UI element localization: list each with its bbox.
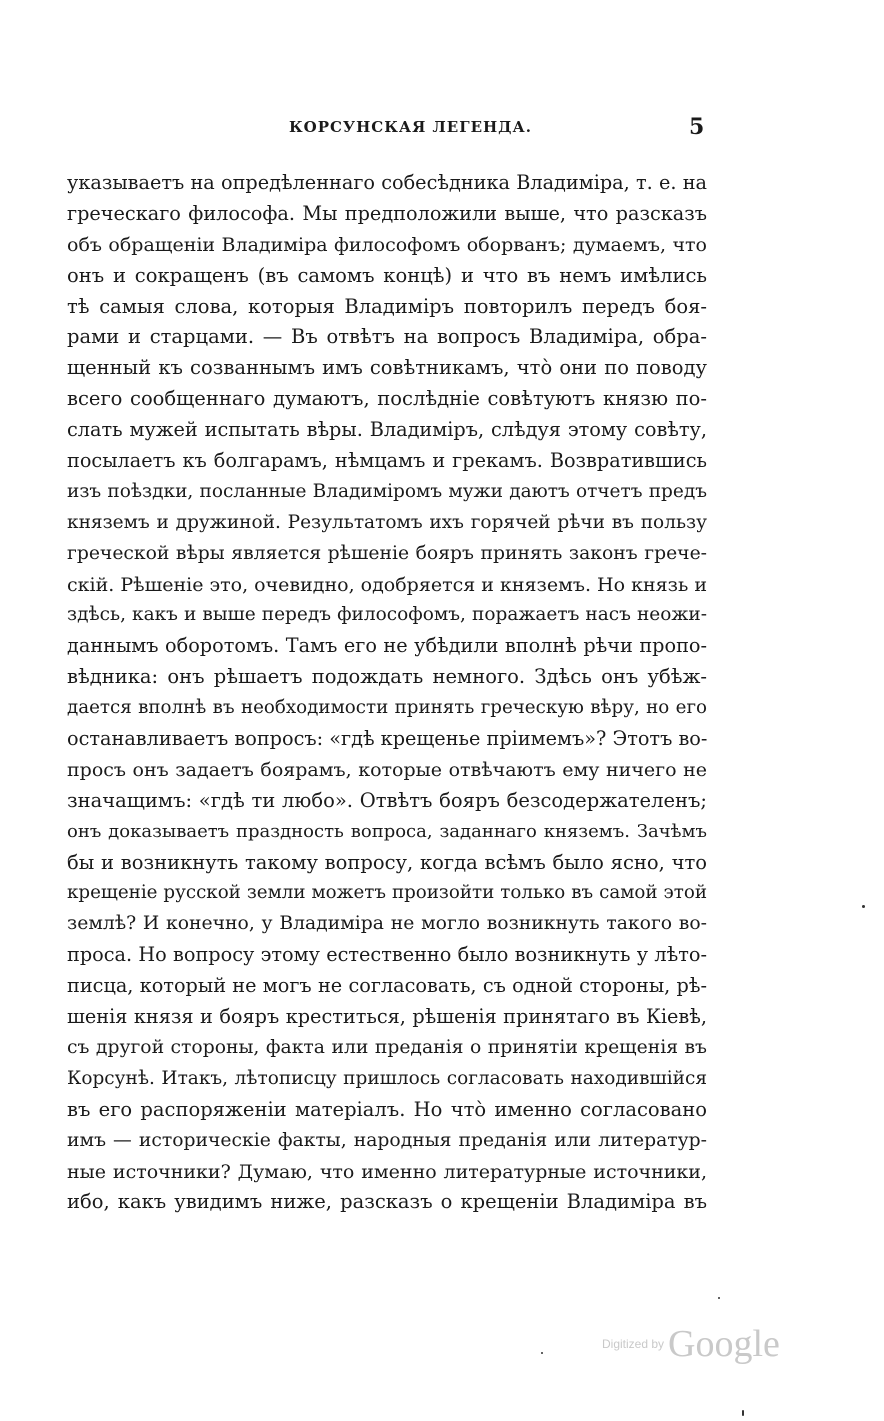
google-logo: Google <box>668 1323 780 1365</box>
text-line: значащимъ: «гдѣ ти любо». Отвѣтъ бояръ безсодержателенъ; <box>67 788 707 812</box>
text-line: онъ доказываетъ праздность вопроса, заданнаго княземъ. Зачѣмъ <box>67 820 707 842</box>
text-line: просъ онъ задаетъ боярамъ, которые отвѣчаютъ ему ничего не <box>67 758 707 781</box>
text-line: слать мужей испытать вѣры. Владиміръ, слѣдуя этому совѣту, <box>67 418 707 442</box>
text-line: греческаго философа. Мы предположили выше, что разсказъ <box>67 201 707 225</box>
text-line: крещеніе русской земли можетъ произойти только въ самой этой <box>67 882 707 904</box>
digitized-by-google-watermark <box>602 1322 780 1366</box>
text-line: изъ поѣздки, посланные Владиміромъ мужи даютъ отчетъ предъ <box>67 480 707 502</box>
text-line: ибо, какъ увидимъ ниже, разсказъ о крещеніи Владиміра въ <box>67 1190 707 1214</box>
text-line: даннымъ оборотомъ. Тамъ его не убѣдили вполнѣ рѣчи пропо- <box>67 634 707 658</box>
text-line: онъ и сокращенъ (въ самомъ концѣ) и что въ немъ имѣлись <box>67 263 707 287</box>
text-line: дается вполнѣ въ необходимости принять греческую вѣру, но его <box>67 697 707 719</box>
scan-speck <box>718 1297 720 1299</box>
text-line: ные источники? Думаю, что именно литературные источники, <box>67 1160 707 1183</box>
text-line: рами и старцами. — Въ отвѣтъ на вопросъ Владиміра, обра- <box>67 325 707 349</box>
text-line: посылаетъ къ болгарамъ, нѣмцамъ и грекамъ. Возвратившись <box>67 449 707 473</box>
page-number: 5 <box>689 114 705 140</box>
text-line: останавливаетъ вопросъ: «гдѣ крещенье пріимемъ»? Этотъ во- <box>67 727 708 751</box>
text-line: Корсунѣ. Итакъ, лѣтописцу пришлось согласовать находившійся <box>67 1067 707 1089</box>
text-line: бы и возникнуть такому вопросу, когда всѣмъ было ясно, что <box>67 850 707 874</box>
text-line: тѣ самыя слова, которыя Владиміръ повторилъ передъ боя- <box>67 294 707 318</box>
running-head: КОРСУНСКАЯ ЛЕГЕНДА. <box>289 118 532 136</box>
body-text <box>67 168 707 1218</box>
text-line: съ другой стороны, факта или преданія о принятіи крещенія въ <box>67 1036 707 1058</box>
text-line: землѣ? И конечно, у Владиміра не могло возникнуть такого во- <box>67 913 707 935</box>
text-line: греческой вѣры является рѣшеніе бояръ принять законъ грече- <box>67 542 707 564</box>
text-line: проса. Но вопросу этому естественно было возникнуть у лѣто- <box>67 943 707 967</box>
text-line: объ обращеніи Владиміра философомъ оборванъ; думаемъ, что <box>67 233 707 256</box>
watermark-prefix: Digitized by <box>602 1337 665 1351</box>
text-line: писца, который не могъ не согласовать, съ одной стороны, рѣ- <box>67 974 707 998</box>
text-line: имъ — историческіе факты, народныя преданія или литератур- <box>67 1129 707 1151</box>
scan-speck <box>862 905 865 908</box>
scan-speck <box>541 1352 543 1354</box>
text-line: всего сообщеннаго думаютъ, послѣдніе совѣтуютъ князю по- <box>67 387 707 411</box>
text-line: въ его распоряженіи матеріалъ. Но что̀ именно согласовано <box>67 1097 707 1121</box>
text-line: щенный къ созваннымъ имъ совѣтникамъ, что̀ они по поводу <box>67 356 707 380</box>
text-line: вѣдника: онъ рѣшаетъ подождать немного. Здѣсь онъ убѣж- <box>67 665 707 689</box>
text-line: шенія князя и бояръ креститься, рѣшенія принятаго въ Кіевѣ, <box>67 1005 707 1029</box>
text-line: княземъ и дружиной. Результатомъ ихъ горячей рѣчи въ пользу <box>67 511 707 533</box>
scan-speck <box>742 1410 744 1416</box>
text-line: здѣсь, какъ и выше передъ философомъ, поражаетъ насъ неожи- <box>67 604 707 626</box>
text-line: скій. Рѣшеніе это, очевидно, одобряется и княземъ. Но князь и <box>67 573 708 596</box>
text-line: указываетъ на опредѣленнаго собесѣдника Владиміра, т. е. на <box>67 171 707 194</box>
